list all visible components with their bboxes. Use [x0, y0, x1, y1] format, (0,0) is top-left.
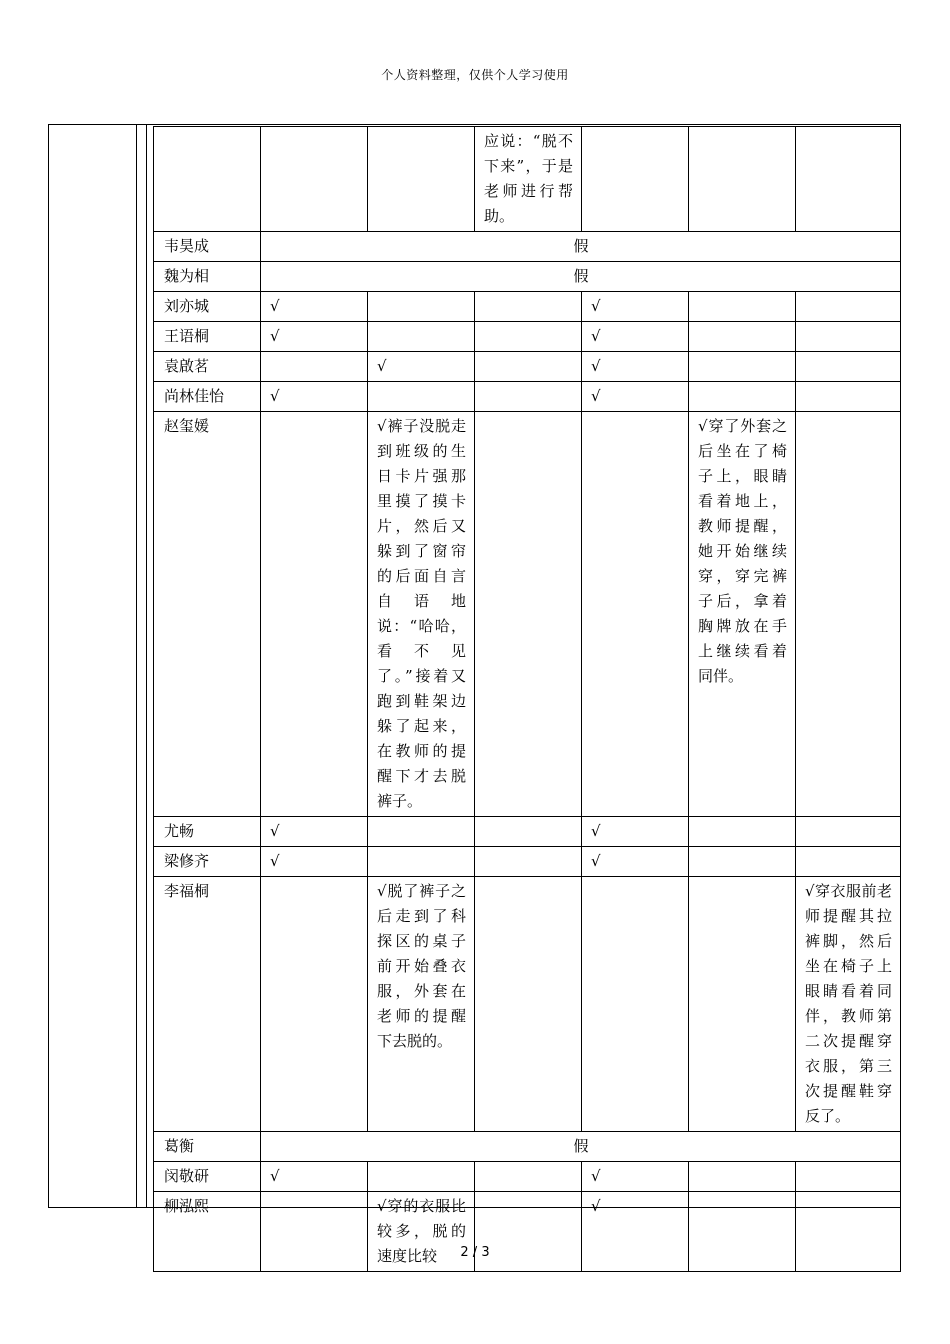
table-row	[154, 382, 901, 412]
child-name-cell: 柳泓熙	[154, 1192, 261, 1272]
observation-cell: √	[261, 382, 368, 412]
observation-cell	[796, 292, 901, 322]
observation-table	[153, 126, 901, 1272]
observation-cell	[689, 322, 796, 352]
child-name-cell: 赵玺媛	[154, 412, 261, 817]
observation-cell: √	[261, 847, 368, 877]
observation-cell	[475, 1162, 582, 1192]
leave-cell: 假	[261, 232, 901, 262]
observation-cell	[689, 382, 796, 412]
child-name-cell: 尚林佳怡	[154, 382, 261, 412]
observation-cell	[261, 877, 368, 1132]
page-number: 2 / 3	[460, 1245, 490, 1260]
observation-cell: √	[582, 292, 689, 322]
observation-cell	[368, 127, 475, 232]
table-row	[154, 877, 901, 1132]
observation-cell	[368, 847, 475, 877]
table-row	[154, 232, 901, 262]
observation-cell: √	[582, 1162, 689, 1192]
child-name-cell: 闵敬研	[154, 1162, 261, 1192]
observation-cell	[475, 877, 582, 1132]
table-row	[154, 127, 901, 232]
observation-cell: √	[368, 352, 475, 382]
column-divider	[136, 125, 137, 1207]
observation-cell	[261, 352, 368, 382]
observation-cell: √	[582, 322, 689, 352]
child-name-cell: 韦昊成	[154, 232, 261, 262]
observation-cell	[261, 127, 368, 232]
table-row	[154, 1132, 901, 1162]
observation-cell	[368, 322, 475, 352]
observation-cell	[475, 322, 582, 352]
observation-cell	[796, 352, 901, 382]
observation-cell: √裤子没脱走到班级的生日卡片强那里摸了摸卡片，然后又躲到了窗帘的后面自言自语地说：“哈哈，看不见了。”接着又跑到鞋架边躲了起来，在教师的提醒下才去脱裤子。	[368, 412, 475, 817]
observation-cell	[796, 847, 901, 877]
leave-cell: 假	[261, 1132, 901, 1162]
observation-cell	[796, 412, 901, 817]
observation-cell	[796, 382, 901, 412]
observation-cell: √穿了外套之后坐在了椅子上，眼睛看着地上，教师提醒，她开始继续穿，穿完裤子后，拿着胸牌放在手上继续看着同伴。	[689, 412, 796, 817]
table-row	[154, 262, 901, 292]
observation-cell: √	[261, 817, 368, 847]
observation-cell	[796, 817, 901, 847]
observation-cell	[368, 382, 475, 412]
leave-cell: 假	[261, 262, 901, 292]
observation-cell	[689, 877, 796, 1132]
observation-cell	[475, 382, 582, 412]
observation-cell	[475, 352, 582, 382]
observation-cell: √	[582, 847, 689, 877]
observation-cell	[261, 412, 368, 817]
child-name-cell: 魏为相	[154, 262, 261, 292]
observation-cell	[475, 847, 582, 877]
observation-cell: 应说：“脱不下来”，于是老师进行帮助。	[475, 127, 582, 232]
observation-cell: √	[582, 382, 689, 412]
child-name-cell	[154, 127, 261, 232]
observation-cell	[796, 127, 901, 232]
observation-cell: √	[261, 1162, 368, 1192]
observation-cell	[689, 817, 796, 847]
child-name-cell: 梁修齐	[154, 847, 261, 877]
table-body	[154, 127, 901, 1272]
observation-cell	[368, 1162, 475, 1192]
table-row	[154, 847, 901, 877]
observation-cell	[689, 292, 796, 322]
observation-cell: √穿的衣服比较多，脱的速度比较	[368, 1192, 475, 1272]
observation-cell	[796, 1162, 901, 1192]
observation-cell	[689, 352, 796, 382]
table-row	[154, 352, 901, 382]
table-row	[154, 817, 901, 847]
observation-cell	[689, 127, 796, 232]
table-row	[154, 412, 901, 817]
observation-cell	[368, 292, 475, 322]
table-row	[154, 292, 901, 322]
table-row	[154, 322, 901, 352]
observation-cell	[475, 412, 582, 817]
observation-cell: √	[582, 1192, 689, 1272]
child-name-cell: 袁啟茗	[154, 352, 261, 382]
observation-cell	[582, 412, 689, 817]
child-name-cell: 李福桐	[154, 877, 261, 1132]
observation-cell	[796, 322, 901, 352]
observation-cell	[689, 1162, 796, 1192]
observation-cell: √	[261, 292, 368, 322]
observation-cell: √	[261, 322, 368, 352]
observation-cell	[689, 847, 796, 877]
child-name-cell: 刘亦城	[154, 292, 261, 322]
child-name-cell: 尤畅	[154, 817, 261, 847]
observation-cell	[582, 877, 689, 1132]
observation-cell: √穿衣服前老师提醒其拉裤脚，然后坐在椅子上眼睛看着同伴，教师第二次提醒穿衣服，第三次提醒鞋穿反了。	[796, 877, 901, 1132]
observation-cell: √	[582, 352, 689, 382]
observation-cell	[582, 127, 689, 232]
observation-cell: √	[582, 817, 689, 847]
observation-cell	[475, 817, 582, 847]
table-row	[154, 1162, 901, 1192]
observation-cell: √脱了裤子之后走到了科探区的桌子前开始叠衣服，外套在老师的提醒下去脱的。	[368, 877, 475, 1132]
child-name-cell: 葛衡	[154, 1132, 261, 1162]
child-name-cell: 王语桐	[154, 322, 261, 352]
column-divider	[146, 125, 147, 1207]
observation-cell	[475, 292, 582, 322]
observation-cell	[368, 817, 475, 847]
header-note: 个人资料整理，仅供个人学习使用	[381, 68, 569, 82]
